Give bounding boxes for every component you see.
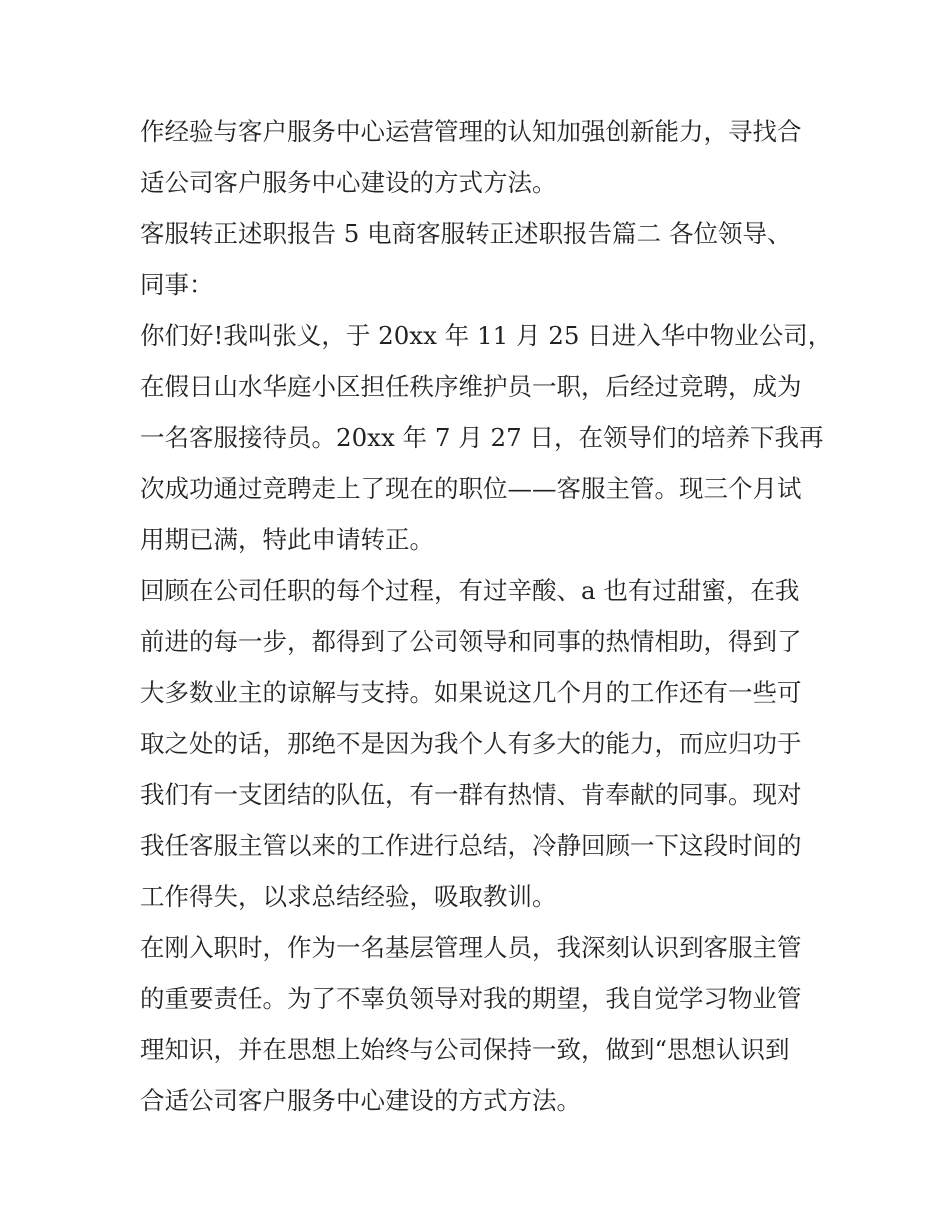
- text-line: 次成功通过竞聘走上了现在的职位——客服主管。现三个月试: [140, 474, 802, 503]
- text-line: 回顾在公司任职的每个过程，有过辛酸、a 也有过甜蜜，在我: [140, 576, 800, 605]
- text-line: 用期已满，特此申请转正。: [140, 525, 434, 554]
- text-line: 作经验与客户服务中心运营管理的认知加强创新能力，寻找合: [140, 117, 802, 146]
- text-line: 合适公司客户服务中心建设的方式方法。: [140, 1086, 581, 1115]
- text-line: 你们好!我叫张义，于 20xx 年 11 月 25 日进入华中物业公司，: [140, 321, 833, 350]
- document-body: [140, 106, 833, 1126]
- text-line: 工作得失，以求总结经验，吸取教训。: [140, 882, 557, 911]
- text-line: 理知识，并在思想上始终与公司保持一致，做到“思想认识到: [140, 1035, 790, 1064]
- text-line: 客服转正述职报告 5 电商客服转正述职报告篇二 各位领导、: [140, 219, 792, 248]
- text-line: 在刚入职时，作为一名基层管理人员，我深刻认识到客服主管: [140, 933, 802, 962]
- text-line: 一名客服接待员。20xx 年 7 月 27 日，在领导们的培养下我再: [140, 423, 824, 452]
- text-line: 我们有一支团结的队伍，有一群有热情、肯奉献的同事。现对: [140, 780, 802, 809]
- text-line: 取之处的话，那绝不是因为我个人有多大的能力，而应归功于: [140, 729, 802, 758]
- text-line: 的重要责任。为了不辜负领导对我的期望，我自觉学习物业管: [140, 984, 802, 1013]
- text-line: 我任客服主管以来的工作进行总结，冷静回顾一下这段时间的: [140, 831, 802, 860]
- text-line: 前进的每一步，都得到了公司领导和同事的热情相助，得到了: [140, 627, 802, 656]
- text-line: 适公司客户服务中心建设的方式方法。: [140, 168, 557, 197]
- text-line: 在假日山水华庭小区担任秩序维护员一职，后经过竞聘，成为: [140, 372, 802, 401]
- text-line: 同事：: [140, 270, 214, 299]
- text-line: 大多数业主的谅解与支持。如果说这几个月的工作还有一些可: [140, 678, 802, 707]
